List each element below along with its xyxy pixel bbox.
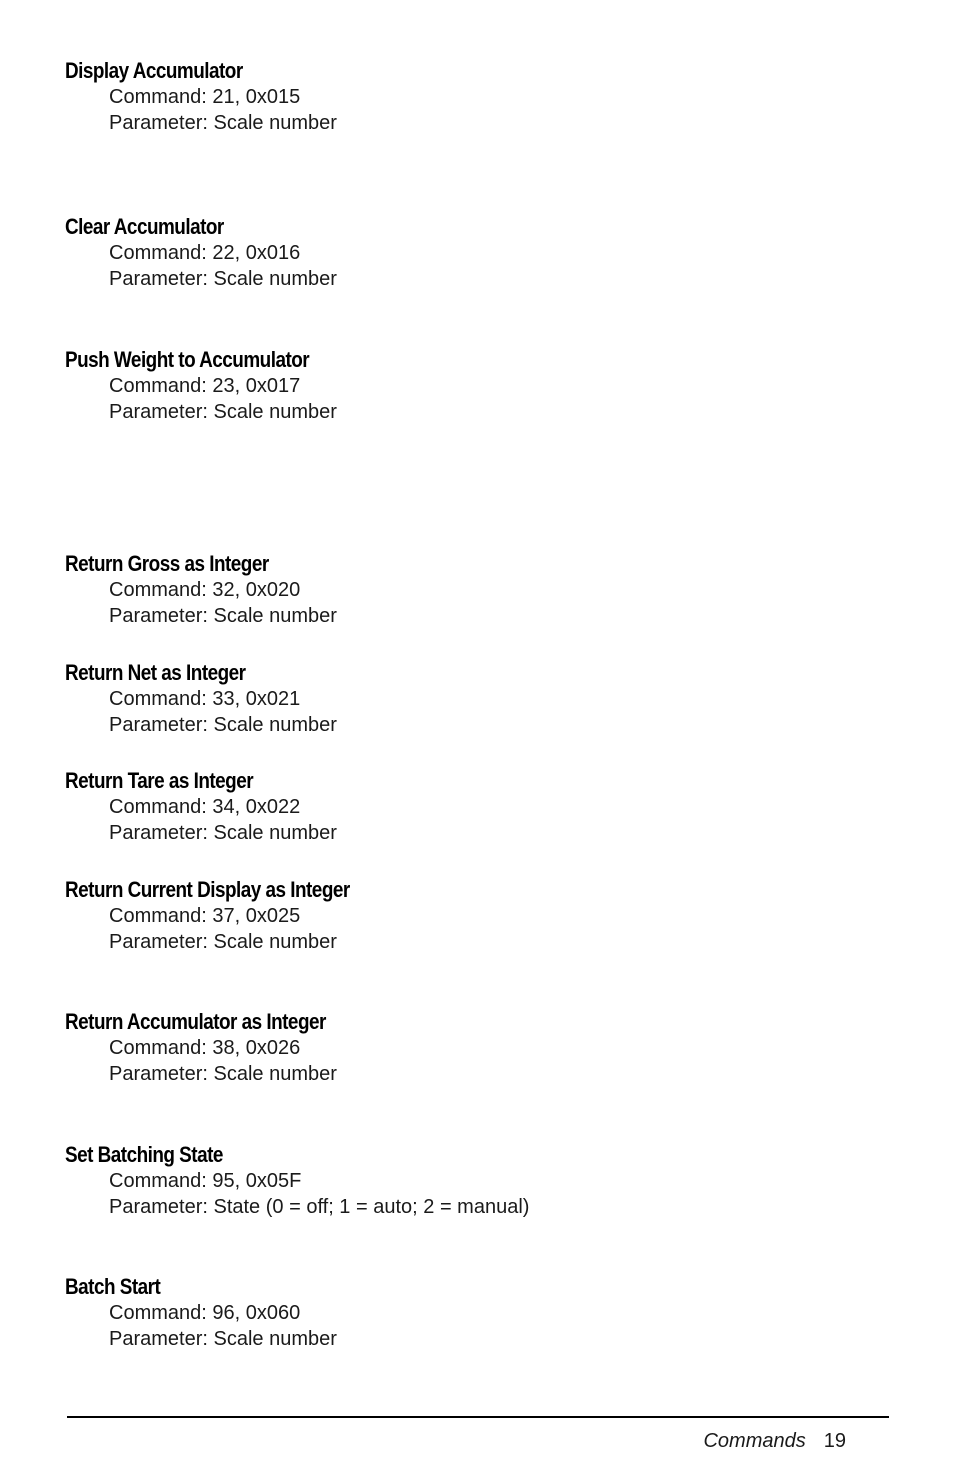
entry-return-current-display-as-integer: [65, 877, 396, 955]
entry-title: Return Gross as Integer: [65, 551, 269, 576]
entry-title: Return Tare as Integer: [65, 768, 254, 793]
entry-clear-accumulator: [65, 214, 337, 292]
entry-command: Command: 32, 0x020: [109, 579, 301, 601]
entry-title: Clear Accumulator: [65, 214, 224, 239]
entry-command: Command: 23, 0x017: [109, 375, 301, 397]
entry-command: Command: 38, 0x026: [109, 1037, 301, 1059]
entry-title: Batch Start: [65, 1274, 161, 1299]
page-number: 19: [823, 1430, 846, 1452]
entry-command: Command: 95, 0x05F: [109, 1170, 302, 1192]
entry-title: Push Weight to Accumulator: [65, 347, 310, 372]
entry-title: Set Batching State: [65, 1142, 223, 1167]
entry-title: Return Current Display as Integer: [65, 877, 350, 902]
entry-batch-start: [65, 1274, 337, 1352]
entry-parameter: Parameter: Scale number: [109, 931, 337, 953]
entry-command: Command: 22, 0x016: [109, 242, 301, 264]
footer-section-name: Commands: [703, 1430, 806, 1452]
entry-return-gross-as-integer: [65, 551, 337, 629]
entry-parameter: Parameter: State (0 = off; 1 = auto; 2 = manual): [109, 1196, 530, 1218]
entry-command: Command: 96, 0x060: [109, 1302, 301, 1324]
entry-command: Command: 34, 0x022: [109, 796, 301, 818]
entry-parameter: Parameter: Scale number: [109, 112, 337, 134]
entry-display-accumulator: [65, 58, 337, 136]
entry-title: Return Accumulator as Integer: [65, 1009, 326, 1034]
entry-parameter: Parameter: Scale number: [109, 401, 337, 423]
entry-parameter: Parameter: Scale number: [109, 822, 337, 844]
entry-parameter: Parameter: Scale number: [109, 714, 337, 736]
entry-push-weight-to-accumulator: [65, 347, 349, 425]
entry-return-accumulator-as-integer: [65, 1009, 368, 1087]
entry-command: Command: 21, 0x015: [109, 86, 301, 108]
entry-return-net-as-integer: [65, 660, 337, 738]
entry-command: Command: 33, 0x021: [109, 688, 301, 710]
entry-title: Display Accumulator: [65, 58, 243, 83]
entry-title: Return Net as Integer: [65, 660, 246, 685]
entry-parameter: Parameter: Scale number: [109, 1063, 337, 1085]
entry-set-batching-state: [65, 1142, 529, 1220]
footer-divider: [67, 1416, 889, 1418]
entry-parameter: Parameter: Scale number: [109, 268, 337, 290]
entry-return-tare-as-integer: [65, 768, 337, 846]
page-footer: [703, 1428, 846, 1454]
entry-command: Command: 37, 0x025: [109, 905, 301, 927]
entry-parameter: Parameter: Scale number: [109, 1328, 337, 1350]
entry-parameter: Parameter: Scale number: [109, 605, 337, 627]
